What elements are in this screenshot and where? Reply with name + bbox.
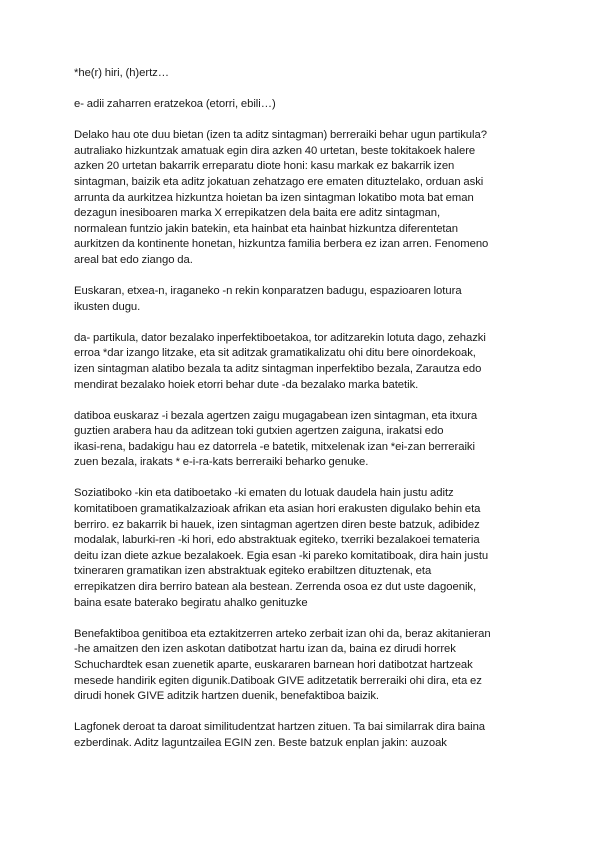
text-line: arrunta da aurkitzea hizkuntza hoietan ba izen sintagman lokatibo mota bat eman	[74, 191, 474, 204]
paragraph	[74, 409, 544, 471]
text-line: ikusten dugu.	[74, 300, 141, 313]
text-line: komitatiboen gramatikalzazioak afrikan eta asian hori erakusten digulako behin eta	[74, 503, 481, 516]
text-line: datiboa euskaraz -i bezala agertzen zaigu mugagabean izen sintagman, eta itxura	[74, 409, 478, 422]
text-line: da- partikula, dator bezalako inperfektiboetakoa, tor aditzarekin lotuta dago, zehazki	[74, 331, 486, 344]
text-line: ezberdinak. Aditz laguntzailea EGIN zen. Beste batzuk enplan jakin: auzoak	[74, 736, 447, 749]
text-line: e- adii zaharren eratzekoa (etorri, ebili…)	[74, 98, 276, 111]
text-line: normalean funtzio jakin batekin, eta hainbat eta hainbat hizkuntza diferentetan	[74, 222, 458, 235]
text-line: aurkitzen da kontinente honetan, hizkuntza familia berbera ez izan arren. Fenomeno	[74, 238, 489, 251]
text-line: dezagun inesiboaren marka X errepikatzen dela baita ere aditz sintagman,	[74, 207, 441, 220]
paragraph	[74, 284, 544, 315]
text-line: mesede handirik egiten digunik.Datiboak GIVE aditzetatik berreraiki ohi dira, eta ez	[74, 674, 482, 687]
text-line: autraliako hizkuntzak amatuak egin dira azken 40 urtetan, beste tokitakoek halere	[74, 144, 476, 157]
paragraph	[74, 97, 544, 113]
text-line: -he amaitzen den izen askotan datibotzat hartu izan da, baina ez dirudi horrek	[74, 643, 456, 656]
text-line: guztien arabera hau da aditzean toki gutxien agertzen zaiguna, irakatsi edo	[74, 425, 444, 438]
text-line: txineraren gramatikan izen abstraktuak egiteko erabiltzen dituztenak, eta	[74, 565, 432, 578]
text-line: izen sintagman alatibo bezala ta aditz sintagman inperfektibo bezala, Zarautza edo	[74, 362, 482, 375]
paragraph	[74, 720, 544, 751]
text-line: zuen bezala, irakats * e-i-ra-kats berreraiki beharko genuke.	[74, 456, 369, 469]
paragraph	[74, 486, 544, 611]
text-line: Lagfonek deroat ta daroat similitudentzat hartzen zituen. Ta bai similarrak dira baina	[74, 721, 486, 734]
text-line: mendirat bezalako hoiek etorri behar dute -da bezalako marka batetik.	[74, 378, 419, 391]
text-line: *he(r) hiri, (h)ertz…	[74, 67, 170, 79]
text-line: Benefaktiboa genitiboa eta eztakitzerren arteko zerbait izan ohi da, beraz akitanieran	[74, 627, 491, 640]
text-line: Euskaran, etxea-n, iraganeko -n rekin konparatzen badugu, espazioaren lotura	[74, 285, 462, 298]
paragraph	[74, 331, 544, 393]
text-line: Schuchardtek esan zuenetik aparte, euskararen barnean hori datibotzat hartzeak	[74, 658, 473, 671]
text-line: errepikatzen dira berriro batean ala bestean. Zerrenda osoa ez dut uste dagoenik,	[74, 581, 477, 594]
text-line: deitu izan diete azkue bezalakoek. Egia esan -ki pareko komitatiboak, dira hain justu	[74, 549, 489, 562]
text-line: Delako hau ote duu bietan (izen ta aditz sintagman) berreraiki behar ugun partikula?	[74, 129, 487, 142]
document-page	[74, 66, 544, 767]
text-line: dirudi honek GIVE aditzik hartzen duenik, benefaktiboa baizik.	[74, 690, 380, 703]
text-line: baina esate baterako begiratu ahalko genituzke	[74, 596, 308, 609]
text-line: ikasi-rena, badakigu hau ez datorrela -e batetik, mitxelenak izan *ei-zan berreraiki	[74, 440, 475, 453]
paragraph	[74, 66, 544, 82]
text-line: Soziatiboko -kin eta datiboetako -ki ematen du lotuak daudela hain justu aditz	[74, 487, 454, 500]
text-line: sintagman, baizik eta aditz jokatuan zehatzago ere ematen dituztelako, orduan aski	[74, 175, 484, 188]
paragraph	[74, 128, 544, 268]
text-line: erroa *dar izango litzake, eta sit aditzak gramatikalizatu ohi ditu bere oinordekoak,	[74, 347, 476, 360]
paragraph	[74, 627, 544, 705]
text-line: azken 20 urtetan bakarrik erreparatu diote honi: kasu markak ez bakarrik izen	[74, 160, 455, 173]
text-line: modalak, laburki-ren -ki hori, edo abstraktuak egiteko, txerriki bezalakoei temateria	[74, 534, 480, 547]
text-line: areal bat edo ziango da.	[74, 253, 193, 266]
text-line: berriro. ez bakarrik bi hauek, izen sintagman agertzen diren beste batzuk, adibidez	[74, 518, 480, 531]
